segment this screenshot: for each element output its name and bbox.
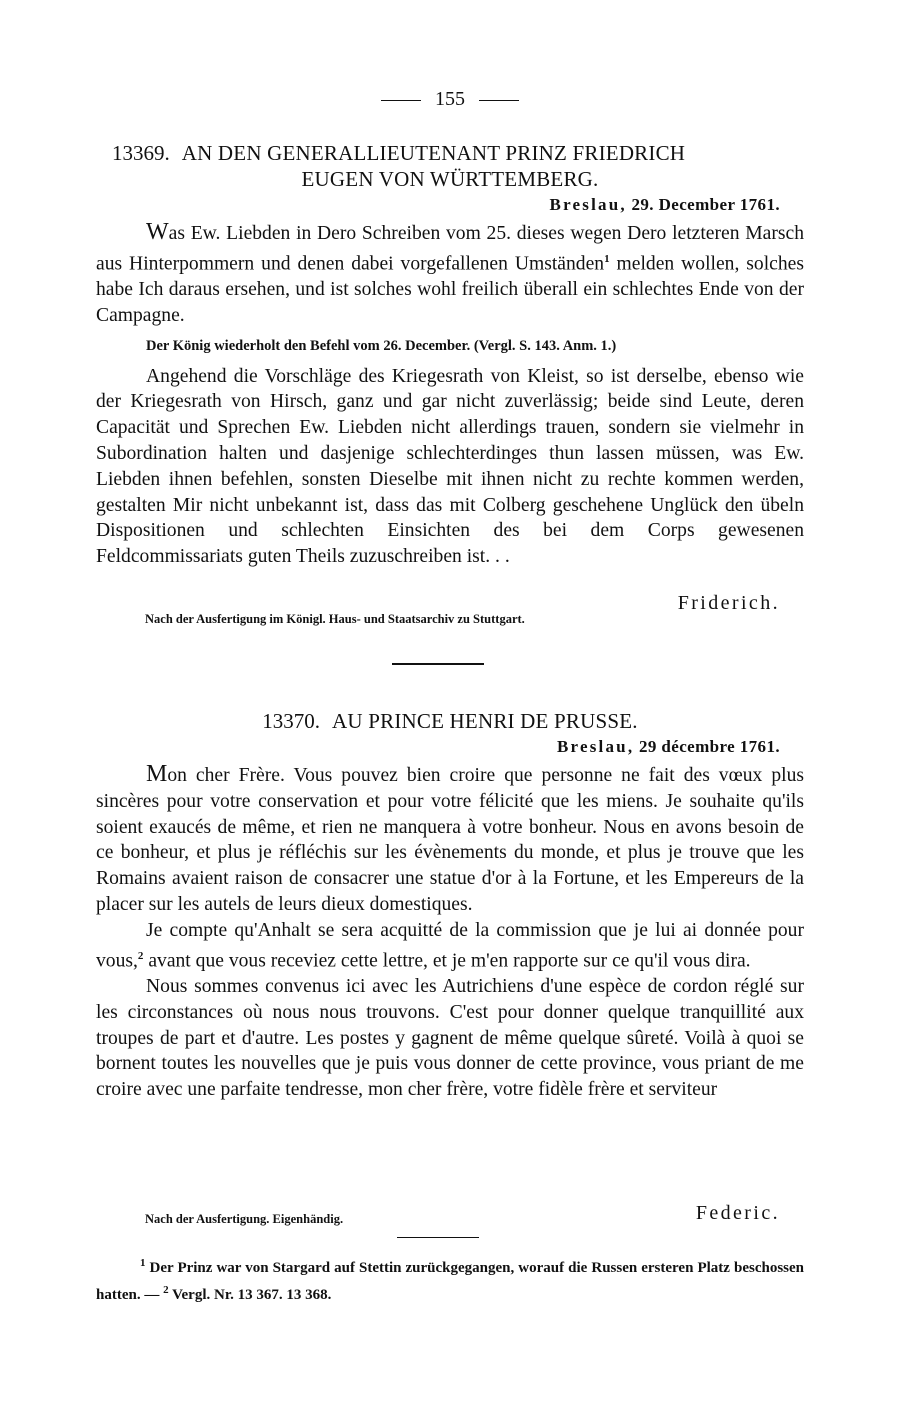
- letter-1-number: 13369.: [112, 141, 170, 165]
- page-number-header: [0, 88, 900, 111]
- letter-2-paragraph-3: Nous sommes convenus ici avec les Autrichiens d'une espèce de cordon réglé sur les circonstances où nous nous trouvons. C'est pour donner quelque tranquillité aux troupes de part et d'autre. Les postes y gagnent de même quelque sûreté. Voilà à quoi se bornent toutes les nouvelles que je puis vous donner de cette province, vous priant de me croire avec une parfaite tendresse, mon cher frère, votre fidèle frère et serviteur: [96, 975, 804, 1101]
- page-number-dash-right: [479, 100, 519, 101]
- letter-2-paragraph-1: [96, 762, 804, 918]
- footnote-1-and-2: [96, 1252, 804, 1306]
- letter-2-heading: [190, 708, 710, 734]
- letter-2-date-place: Breslau,: [557, 737, 635, 756]
- letter-1-title-line2: EUGEN VON WÜRTTEMBERG.: [301, 167, 599, 191]
- letter-1-paragraph-1: [96, 220, 804, 329]
- page-number-dash-left: [381, 100, 421, 101]
- letter-1-dateline: [550, 195, 780, 215]
- letter-1-paragraph-2: Angehend die Vorschläge des Kriegesrath von Kleist, so ist derselbe, ebenso wie der Kriegesrath von Hirsch, ganz und gar nicht zuverlässig; beide sind Leute, deren Capacität und Sprechen Ew. Liebden nicht allerdings trauen, sondern sie vielmehr in Subordination halten und dasjenige schlechterdinges thun lassen müssen, was Ew. Liebden ihnen befehlen, sonsten Dieselbe mit ihnen nicht zu rechte kommen werden, gestalten Mir nicht unbekannt ist, dass das mit Colberg geschehene Unglück den übeln Dispositionen und schlechten Einsichten des bei dem Corps gewesenen Feldcommissariats guten Theils zuzuschreiben ist. . .: [96, 365, 804, 568]
- letter-2-dateline: [557, 737, 780, 757]
- letter-1-source: Nach der Ausfertigung im Königl. Haus- und Staatsarchiv zu Stuttgart.: [145, 612, 525, 626]
- letter-2-signature: Federic.: [695, 1202, 780, 1224]
- letter-1-para1-text-b: melden wollen, solches habe Ich daraus ersehen, und ist solches wohl freilich überall ein schlechtes Ende von der Campagne.: [96, 253, 804, 326]
- letter-2-para2-text-b: avant que vous receviez cette lettre, et je m'en rapporte sur ce qu'il vous dira.: [143, 950, 751, 972]
- letter-1-editorial-note: Der König wiederholt den Befehl vom 26. December. (Vergl. S. 143. Anm. 1.): [146, 337, 617, 354]
- letter-1-title-line1: AN DEN GENERALLIEUTENANT PRINZ FRIEDRICH: [181, 141, 686, 165]
- letter-1-heading-line1: [112, 140, 802, 166]
- letter-1-initial: W: [146, 219, 169, 245]
- letter-1-para1-text-a: as Ew. Liebden in Dero Schreiben vom 25. dieses wegen Dero letzteren Marsch aus Hinterpommern und denen dabei vorgefallenen Umständen: [96, 223, 804, 275]
- letter-2-para2-text-a: Je compte qu'Anhalt se sera acquitté de la commission que je lui ai donnée pour vous,: [96, 919, 804, 972]
- footnote-2-mark: 2: [163, 1284, 169, 1296]
- letter-2-source: Nach der Ausfertigung. Eigenhändig.: [145, 1212, 344, 1226]
- footnote-ref-2: 2: [137, 949, 144, 962]
- letter-2-number: 13370.: [262, 709, 321, 733]
- footnote-divider: [397, 1237, 479, 1238]
- letter-1-date-place: Breslau,: [549, 195, 627, 214]
- footnotes: [96, 1252, 804, 1306]
- footnote-1-text: Der Prinz war von Stargard auf Stettin zurückgegangen, worauf die Russen ersteren Platz beschossen hatten. —: [96, 1260, 804, 1303]
- page-number: 155: [435, 88, 465, 110]
- letter-1-body: [96, 220, 804, 570]
- footnote-2-text: Vergl. Nr. 13 367. 13 368.: [168, 1287, 332, 1303]
- letter-1-heading-line2: [190, 166, 710, 192]
- letter-1-date: 29. December 1761.: [631, 195, 780, 214]
- letter-2-body: [96, 762, 804, 1103]
- letter-2-initial: M: [146, 761, 168, 787]
- section-divider: [392, 663, 484, 665]
- footnote-1-mark: 1: [140, 1257, 146, 1269]
- letter-2-paragraph-2: [96, 918, 804, 974]
- letter-1-signature: Friderich.: [677, 592, 780, 614]
- footnote-ref-1: 1: [604, 252, 610, 265]
- letter-2-title: AU PRINCE HENRI DE PRUSSE.: [332, 709, 638, 733]
- letter-2-date: 29 décembre 1761.: [638, 737, 780, 756]
- letter-2-para1-text: on cher Frère. Vous pouvez bien croire que personne ne fait des vœux plus sincères pour votre conservation et pour votre félicité que les miens. Je souhaite qu'ils soient exaucés de même, et rien ne manquera à votre bonheur. Nous en avons besoin de ce bonheur, et plus je réfléchis sur les évènements du monde, et plus je trouve que les Romains avaient raison de consacrer une statue d'or à la Fortune, et les Empereurs de la placer sur les autels de leurs dieux domestiques.: [96, 765, 804, 915]
